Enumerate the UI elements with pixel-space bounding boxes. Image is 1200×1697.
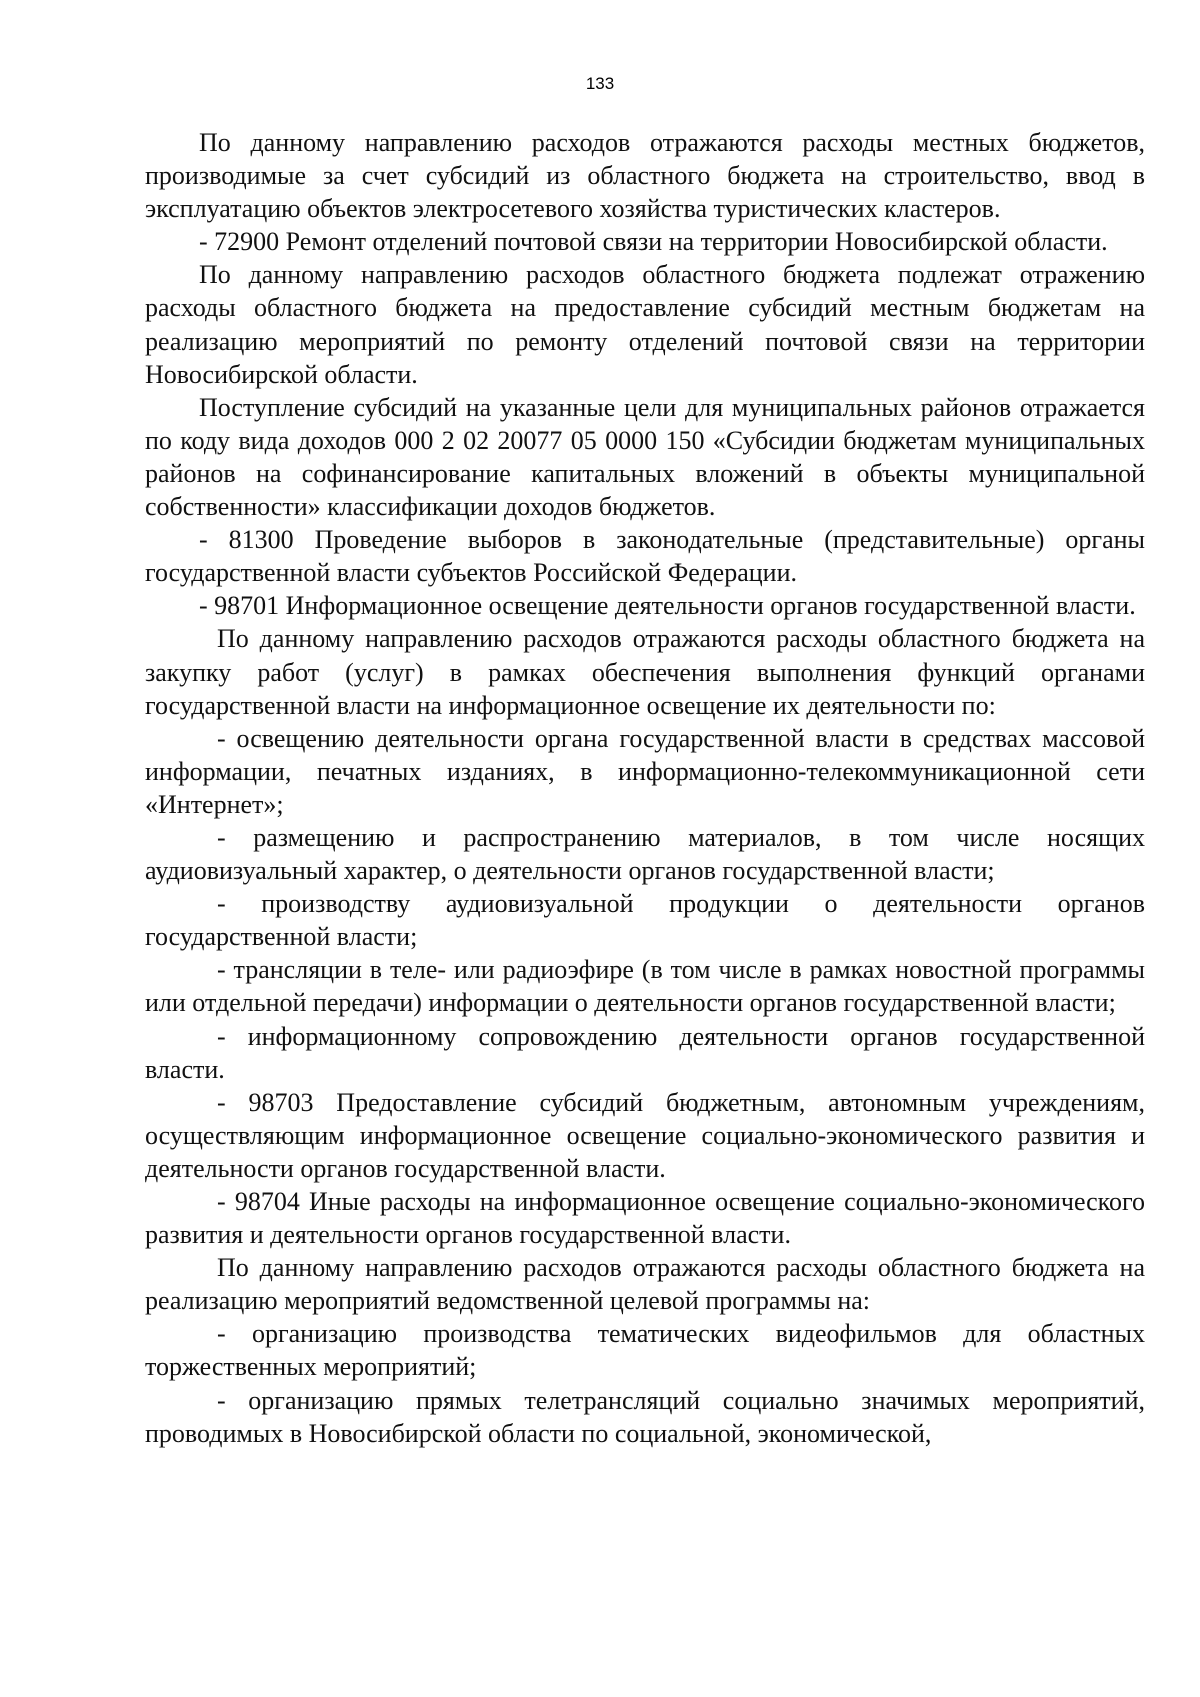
paragraph-16: - организацию производства тематических видеофильмов для областных торжественных мероприятий; [145, 1319, 1145, 1382]
paragraph-2: - 72900 Ремонт отделений почтовой связи на территории Новосибирской области. [199, 227, 1108, 257]
paragraph-8: - освещению деятельности органа государственной власти в средствах массовой информации, печатных изданиях, в информационно-телекоммуникационной сети «Интернет»; [145, 723, 1145, 819]
paragraph-7: По данному направлению расходов отражаются расходы областного бюджета на закупку работ (услуг) в рамках обеспечения выполнения функций органами государственной власти на информационное освещение их деятельности по: [145, 624, 1145, 720]
paragraph-6: - 98701 Информационное освещение деятельности органов государственной власти. [199, 591, 1136, 621]
page-number: 133 [585, 74, 615, 93]
paragraph-13: - 98703 Предоставление субсидий бюджетным, автономным учреждениям, осуществляющим информационное освещение социально-экономического развития и деятельности органов государственной власти. [145, 1087, 1145, 1183]
paragraph-4: Поступление субсидий на указанные цели для муниципальных районов отражается по коду вида доходов 000 2 02 20077 05 0000 150 «Субсидии бюджетам муниципальных районов на софинансирование капитальных вложений в объекты муниципальной собственности» классификации доходов бюджетов. [145, 392, 1145, 522]
document-body [145, 126, 1145, 1450]
paragraph-1: По данному направлению расходов отражаются расходы местных бюджетов, производимые за счет субсидий из областного бюджета на строительство, ввод в эксплуатацию объектов электросетевого хозяйства туристических кластеров. [145, 128, 1145, 224]
paragraph-11: - трансляции в теле- или радиоэфире (в том числе в рамках новостной программы или отдельной передачи) информации о деятельности органов государственной власти; [145, 955, 1145, 1018]
paragraph-9: - размещению и распространению материалов, в том числе носящих аудиовизуальный характер, о деятельности органов государственной власти; [145, 822, 1145, 886]
paragraph-15: По данному направлению расходов отражаются расходы областного бюджета на реализацию мероприятий ведомственной целевой программы на: [145, 1253, 1145, 1316]
paragraph-14: - 98704 Иные расходы на информационное освещение социально-экономического развития и деятельности органов государственной власти. [145, 1187, 1145, 1250]
paragraph-12: - информационному сопровождению деятельности органов государственной власти. [145, 1021, 1145, 1084]
paragraph-5: - 81300 Проведение выборов в законодательные (представительные) органы государственной власти субъектов Российской Федерации. [145, 525, 1145, 588]
paragraph-17: - организацию прямых телетрансляций социально значимых мероприятий, проводимых в Новосибирской области по социальной, экономической, [145, 1385, 1145, 1448]
paragraph-3: По данному направлению расходов областного бюджета подлежат отражению расходы областного бюджета на предоставление субсидий местным бюджетам на реализацию мероприятий по ремонту отделений почтовой связи на территории Новосибирской области. [145, 260, 1145, 389]
paragraph-10: - производству аудиовизуальной продукции о деятельности органов государственной власти; [145, 889, 1145, 952]
